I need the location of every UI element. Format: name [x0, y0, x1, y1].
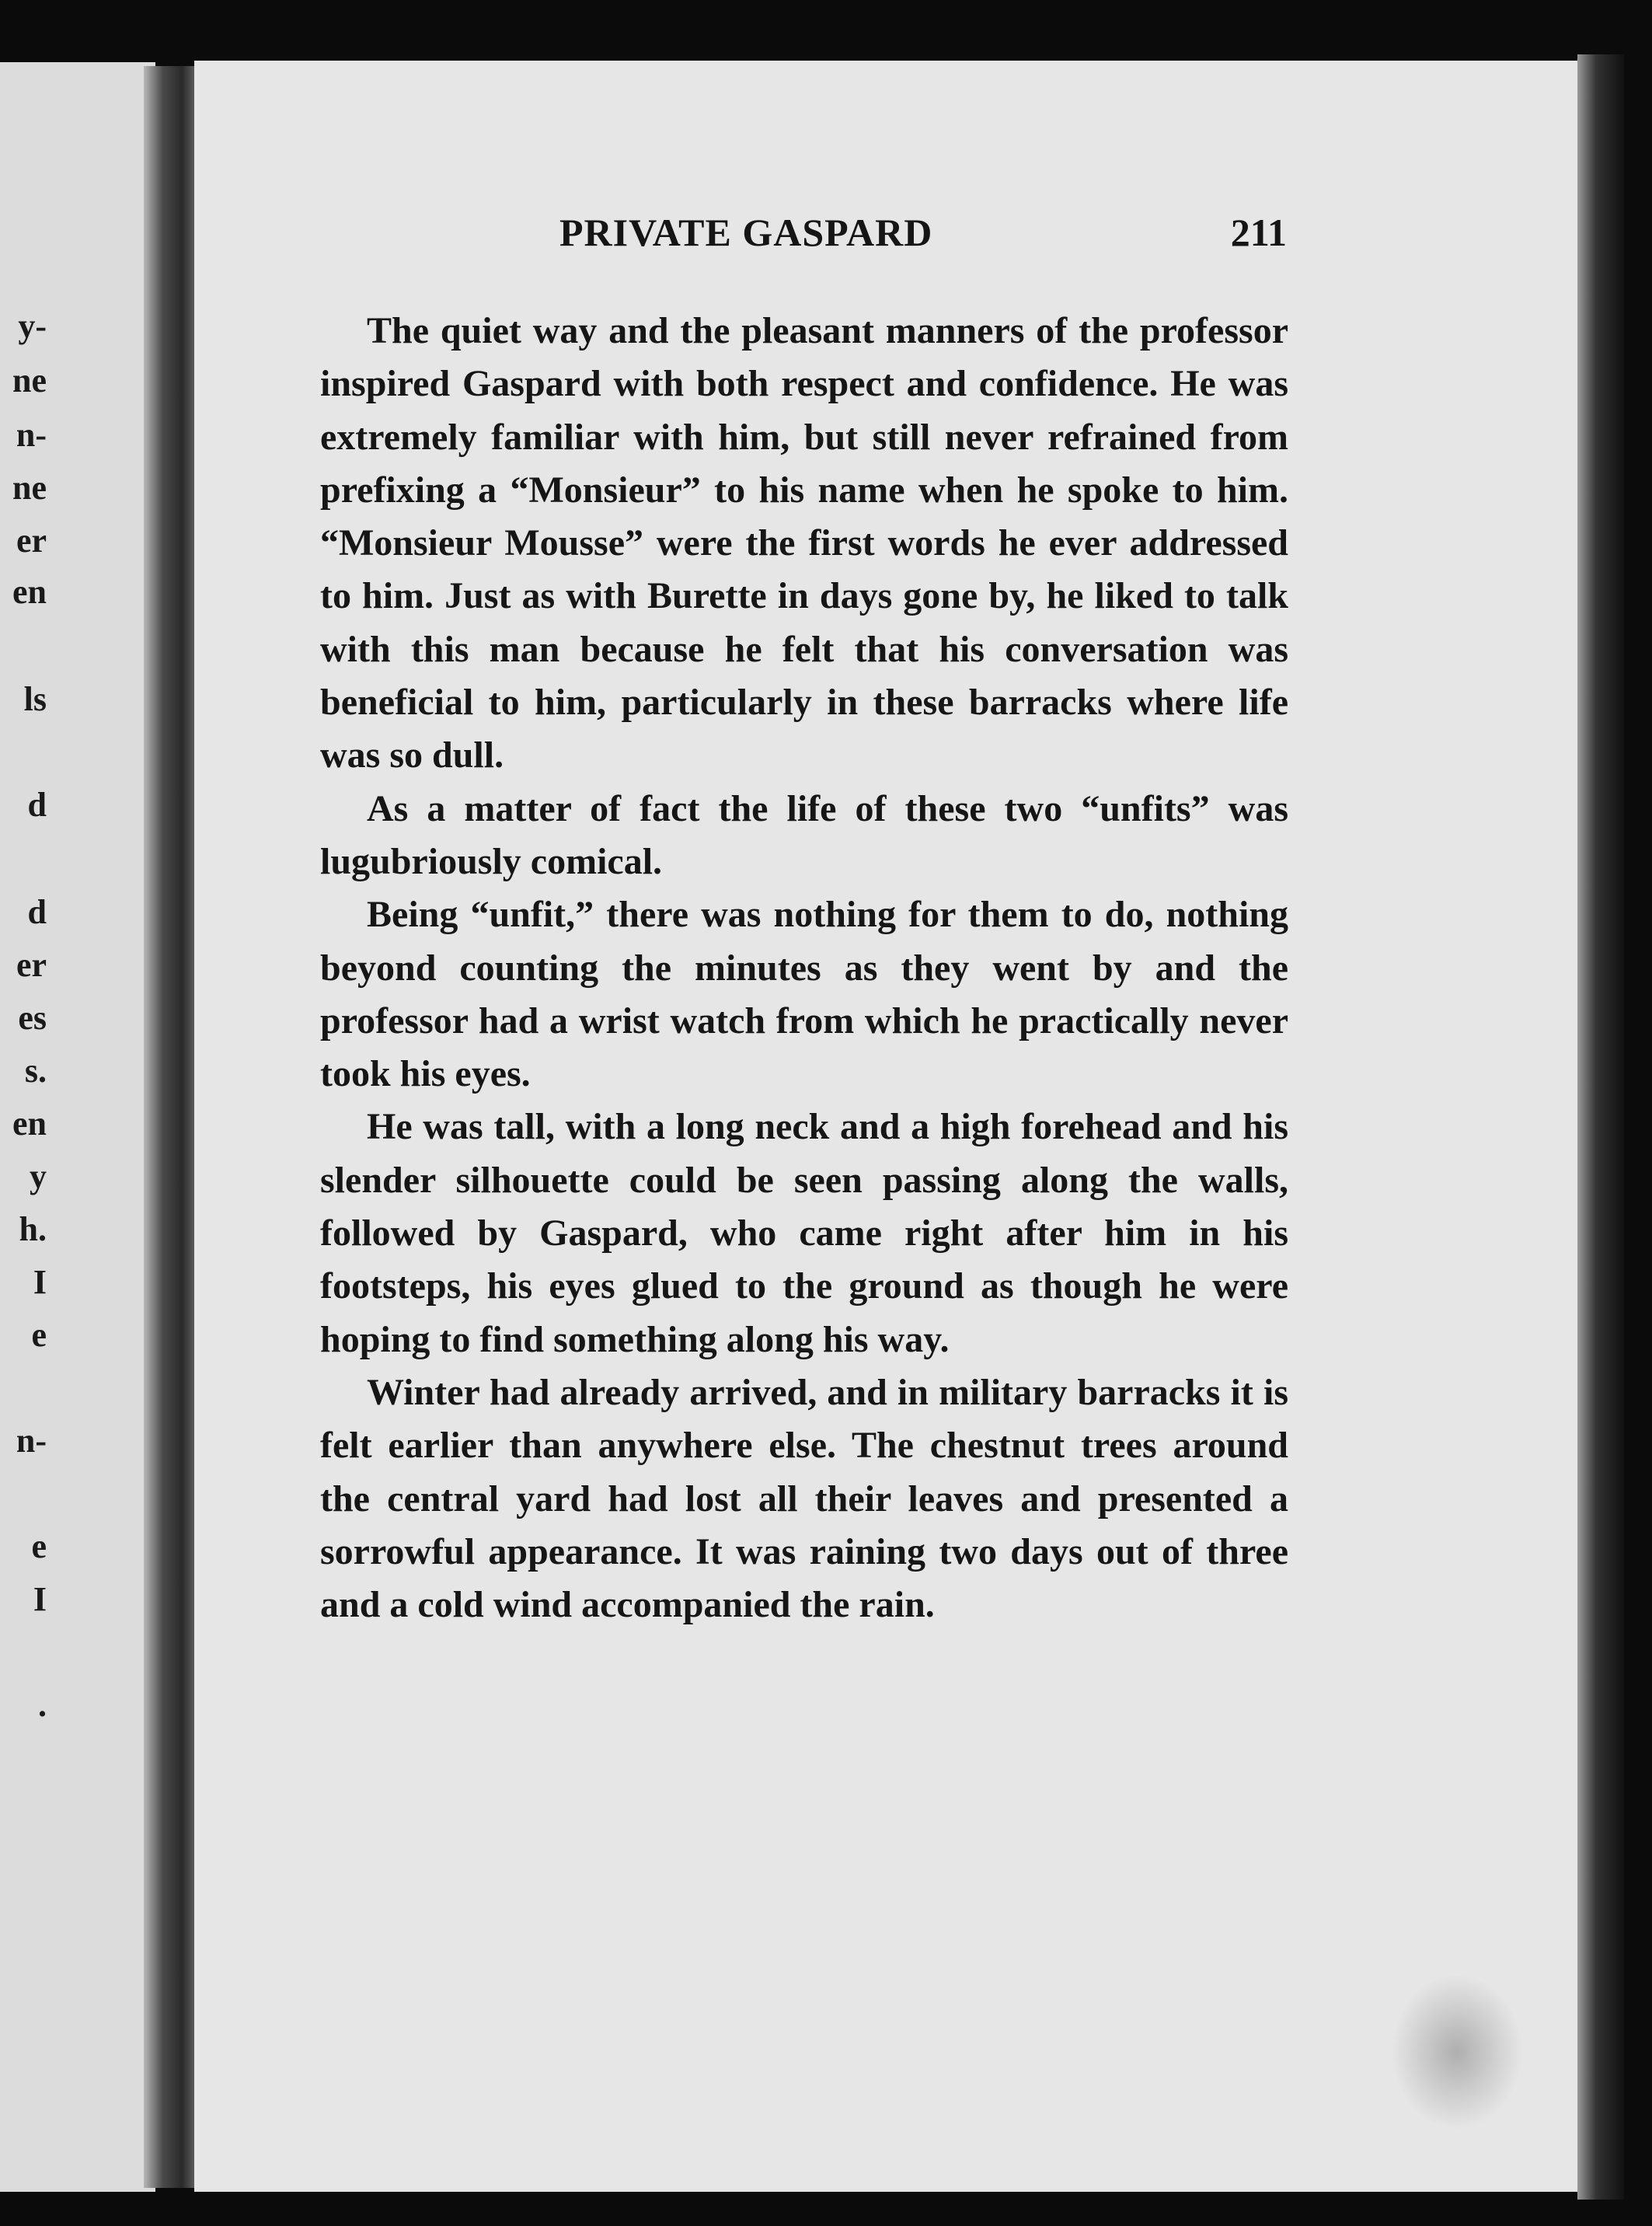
left-fragment: h. [19, 1210, 47, 1248]
paragraph: Winter had already arrived, and in military barracks it is felt earlier than anywhere else. The chestnut trees around the central yard had lost all their leaves and presented a sorrowful appearance. It was raining two days out of three and a cold wind accompanied the rain. [320, 1371, 1288, 1626]
left-fragment: d [27, 786, 47, 824]
left-fragment: e [31, 1316, 47, 1354]
left-fragment: en [12, 573, 47, 611]
paragraph: The quiet way and the pleasant manners of the professor inspired Gaspard with both respect and confidence. He was extremely familiar with him, but still never refrained from prefixing a “Monsieur” to his name when he spoke to him. “Monsieur Mousse” were the first words he ever addressed to him. Just as with Burette in days gone by, he liked to talk with this man because he felt that his conversation was beneficial to him, particularly in these barracks where life was so dull. [320, 310, 1288, 776]
left-fragment: er [16, 946, 47, 984]
left-fragment: ls [23, 680, 47, 718]
page-number: 211 [1230, 211, 1287, 254]
paragraph: As a matter of fact the life of these two “unfits” was lugubriously comical. [320, 787, 1288, 882]
left-fragment: n- [16, 416, 47, 454]
left-fragment: I [33, 1263, 47, 1301]
body-text [320, 305, 1288, 1631]
running-header [559, 210, 1287, 256]
scan-border-bottom [0, 2200, 1652, 2226]
left-fragment: es [18, 999, 47, 1037]
left-fragment: er [16, 522, 47, 560]
left-fragment: I [33, 1580, 47, 1618]
running-title: PRIVATE GASPARD [559, 211, 933, 254]
left-fragment: y- [18, 307, 47, 345]
book-gutter [144, 66, 198, 2188]
left-fragment: y [30, 1157, 47, 1195]
left-fragment: d [27, 893, 47, 931]
left-fragment: ne [12, 361, 47, 399]
paragraph: He was tall, with a long neck and a high forehead and his slender silhouette could be seen passing along the walls, followed by Gaspard, who came right after him in his footsteps, his eyes glued to the ground as though he were hoping to find something along his way. [320, 1106, 1288, 1360]
paragraph: Being “unfit,” there was nothing for them to do, nothing beyond counting the minutes as they went by and the professor had a wrist watch from which he practically never took his eyes. [320, 894, 1288, 1095]
left-fragment: n- [16, 1422, 47, 1460]
left-fragment: ne [12, 469, 47, 507]
left-fragment: . [38, 1686, 47, 1724]
left-fragment: e [31, 1527, 47, 1565]
scan-smudge [1391, 1974, 1523, 2130]
page-edge-shadow [1577, 54, 1624, 2207]
left-fragment: en [12, 1104, 47, 1143]
left-fragment: s. [24, 1052, 47, 1090]
